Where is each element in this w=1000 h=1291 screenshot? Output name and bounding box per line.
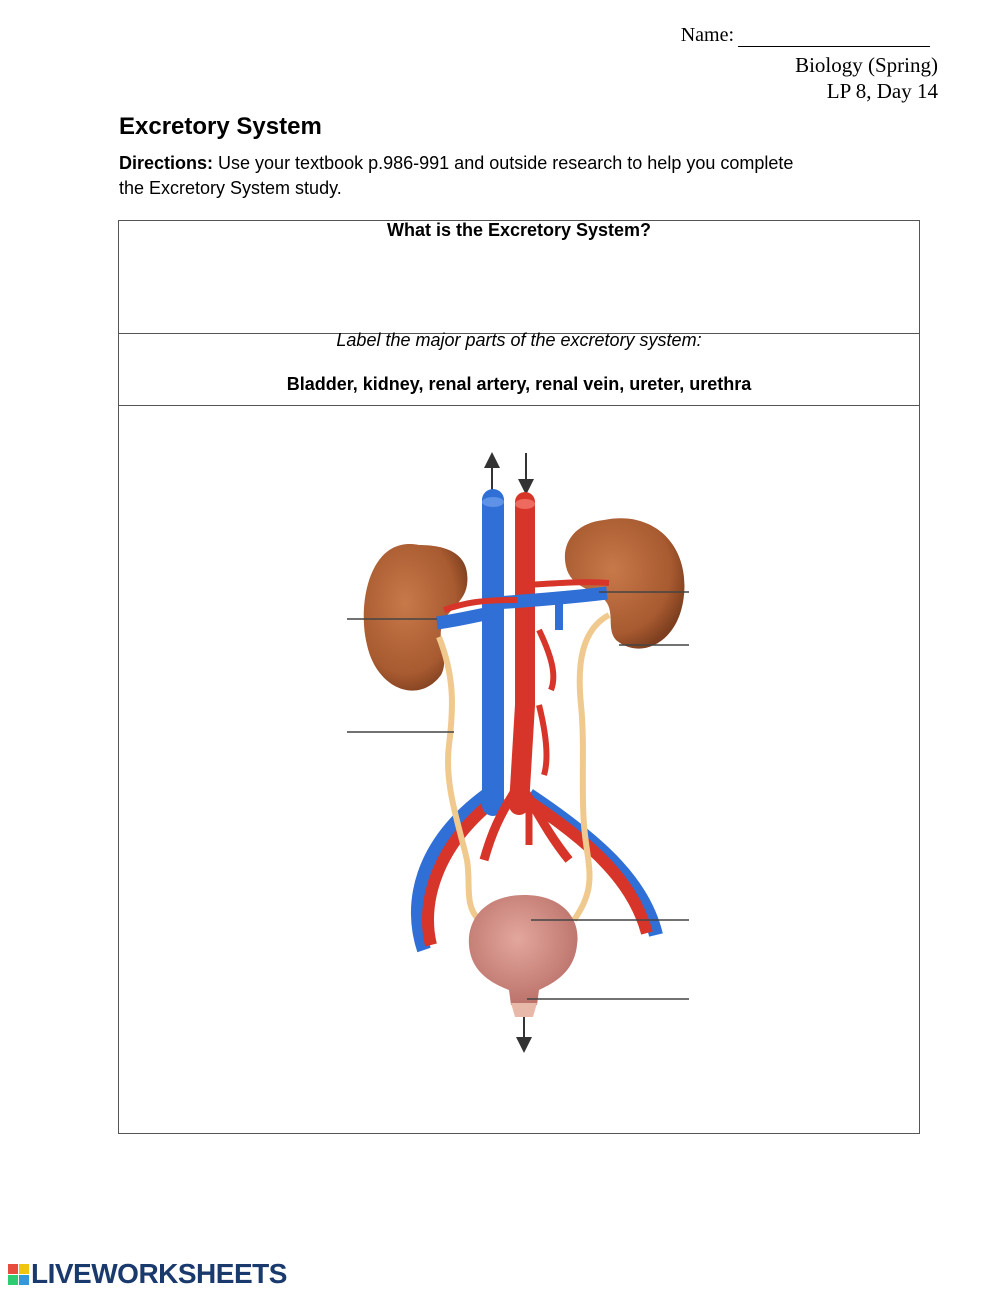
aorta [519, 502, 525, 805]
directions-label: Directions: [119, 153, 214, 173]
question-cell[interactable] [119, 221, 919, 334]
liveworksheets-logo [8, 1258, 287, 1290]
left-ureter [439, 637, 479, 920]
instruction-text: Label the major parts of the excretory system: [336, 330, 702, 350]
excretory-system-illustration [119, 405, 919, 1133]
instruction-cell [119, 330, 919, 406]
course-name: Biology (Spring) [795, 53, 938, 77]
course-info [795, 52, 938, 104]
directions-text: Use your textbook p.986-991 and outside research to help you complete the Excretory System study. [119, 153, 794, 198]
name-field [681, 24, 930, 47]
terms-list: Bladder, kidney, renal artery, renal vein, ureter, urethra [286, 374, 752, 394]
logo-mark-icon [8, 1264, 29, 1285]
vena-cava-opening [482, 497, 504, 507]
urethra [511, 1003, 537, 1017]
page-title: Excretory System [119, 113, 322, 140]
lesson-day: LP 8, Day 14 [826, 79, 938, 103]
excretory-diagram [119, 405, 919, 1133]
question-text: What is the Excretory System? [386, 220, 652, 240]
worksheet-table [118, 220, 920, 1134]
right-ureter [574, 615, 609, 920]
logo-text: LIVEWORKSHEETS [31, 1258, 287, 1289]
branch-artery [539, 630, 553, 690]
branch-artery [539, 705, 546, 775]
name-label: Name: [680, 24, 734, 46]
directions [119, 151, 819, 201]
name-blank-line[interactable] [738, 26, 930, 47]
right-renal-artery [527, 582, 609, 585]
bladder [469, 895, 578, 1005]
aorta-opening [515, 499, 535, 509]
